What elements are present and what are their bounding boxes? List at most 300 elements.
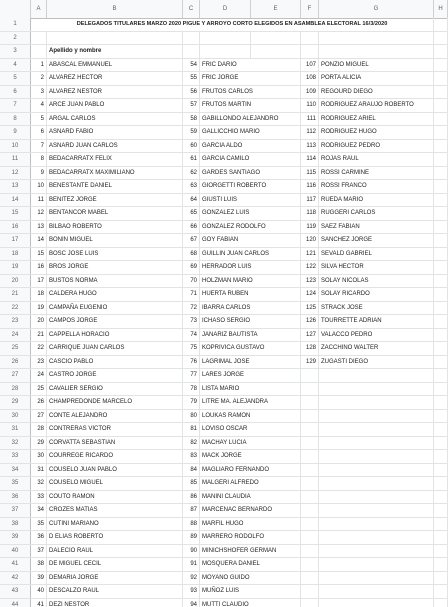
cell-index[interactable]: 11: [31, 194, 47, 207]
cell[interactable]: [434, 99, 448, 112]
cell-name[interactable]: ABASCAL EMMANUEL: [47, 59, 183, 72]
cell-name[interactable]: MARRERO RODOLFO: [202, 534, 265, 540]
cell[interactable]: [251, 356, 301, 369]
cell-name[interactable]: CAPPELLA HORACIO: [47, 329, 183, 342]
cell-index[interactable]: [301, 369, 319, 382]
cell-index[interactable]: [301, 410, 319, 423]
cell-index[interactable]: 119: [301, 221, 319, 234]
cell-name[interactable]: FRUTOS MARTIN: [202, 102, 252, 108]
row-number[interactable]: 4: [0, 59, 31, 72]
cell-index[interactable]: 110: [301, 99, 319, 112]
cell-name[interactable]: ZUGASTI DIEGO: [319, 356, 434, 369]
cell-index[interactable]: [301, 531, 319, 544]
cell-name[interactable]: ASNARD JUAN CARLOS: [47, 140, 183, 153]
cell-name[interactable]: COUTO RAMON: [47, 491, 183, 504]
cell-name[interactable]: CONTRERAS VICTOR: [47, 423, 183, 436]
cell-index[interactable]: 27: [31, 410, 47, 423]
cell[interactable]: [434, 396, 448, 409]
cell-name[interactable]: LOVISO OSCAR: [202, 426, 248, 432]
cell-name[interactable]: BOSC JOSE LUIS: [47, 248, 183, 261]
cell-name[interactable]: CASCIO PABLO: [47, 356, 183, 369]
cell-index[interactable]: 118: [301, 207, 319, 220]
cell[interactable]: [251, 599, 301, 607]
cell-name[interactable]: [319, 383, 434, 396]
row-number[interactable]: 3: [0, 45, 31, 58]
cell-index[interactable]: 123: [301, 275, 319, 288]
cell-index[interactable]: 57: [183, 99, 200, 112]
cell-index[interactable]: 23: [31, 356, 47, 369]
cell-index[interactable]: [301, 585, 319, 598]
cell-name[interactable]: GARDES SANTIAGO: [202, 169, 261, 176]
row-number[interactable]: 35: [0, 477, 31, 490]
column-header[interactable]: F: [301, 0, 319, 18]
cell-index[interactable]: 6: [31, 126, 47, 139]
row-number[interactable]: 24: [0, 329, 31, 342]
cell-index[interactable]: [183, 32, 200, 45]
cell-index[interactable]: 74: [183, 329, 200, 342]
cell-name[interactable]: LISTA MARIO: [202, 385, 240, 392]
cell[interactable]: [251, 342, 301, 355]
cell[interactable]: [434, 221, 448, 234]
cell[interactable]: [251, 558, 301, 571]
cell[interactable]: [434, 126, 448, 139]
cell-name[interactable]: CAVALIER SERGIO: [47, 383, 183, 396]
row-number[interactable]: 18: [0, 248, 31, 261]
row-number[interactable]: 14: [0, 194, 31, 207]
row-number[interactable]: 26: [0, 356, 31, 369]
cell[interactable]: [251, 302, 301, 315]
cell-name[interactable]: GONZALEZ LUIS: [202, 210, 250, 216]
cell-index[interactable]: 38: [31, 558, 47, 571]
cell-index[interactable]: [301, 599, 319, 607]
cell-name[interactable]: RODRIGUEZ HUGO: [319, 126, 434, 139]
cell-index[interactable]: 92: [183, 572, 200, 585]
cell-index[interactable]: [301, 45, 319, 58]
cell[interactable]: [251, 234, 301, 247]
cell-name[interactable]: DE MIGUEL CECIL: [47, 558, 183, 571]
cell-name[interactable]: ALVAREZ NESTOR: [47, 86, 183, 99]
row-number[interactable]: 41: [0, 558, 31, 571]
row-number[interactable]: 32: [0, 437, 31, 450]
cell-index[interactable]: 90: [183, 545, 200, 558]
cell[interactable]: [251, 221, 301, 234]
cell[interactable]: [251, 275, 301, 288]
cell-name[interactable]: SILVA HECTOR: [319, 261, 434, 274]
cell-index[interactable]: 58: [183, 113, 200, 126]
cell-name[interactable]: ARCE JUAN PABLO: [47, 99, 183, 112]
cell-name[interactable]: ROSSI FRANCO: [319, 180, 434, 193]
row-number[interactable]: 13: [0, 180, 31, 193]
cell[interactable]: [251, 518, 301, 531]
cell-name[interactable]: SOLAY NICOLAS: [319, 275, 434, 288]
cell-name[interactable]: CAMPAÑA EUGENIO: [47, 302, 183, 315]
cell-name[interactable]: GALLICCHIO MARIO: [202, 129, 260, 135]
cell-index[interactable]: 73: [183, 315, 200, 328]
cell-name[interactable]: [319, 504, 434, 517]
cell-name[interactable]: REGOURD DIEGO: [319, 86, 434, 99]
cell-index[interactable]: 62: [183, 167, 200, 180]
cell[interactable]: [434, 315, 448, 328]
cell-index[interactable]: 129: [301, 356, 319, 369]
select-all-corner[interactable]: [0, 0, 31, 18]
cell-index[interactable]: [301, 383, 319, 396]
cell-index[interactable]: 120: [301, 234, 319, 247]
cell-index[interactable]: [301, 32, 319, 45]
cell[interactable]: [434, 558, 448, 571]
cell-index[interactable]: 75: [183, 342, 200, 355]
cell[interactable]: [434, 572, 448, 585]
cell[interactable]: [434, 491, 448, 504]
cell-name[interactable]: GUILLIN JUAN CARLOS: [202, 250, 270, 257]
cell-name[interactable]: HERRADOR LUIS: [202, 264, 252, 270]
cell-index[interactable]: 82: [183, 437, 200, 450]
cell-name[interactable]: GIORGETTI ROBERTO: [202, 183, 267, 189]
cell-name[interactable]: [319, 558, 434, 571]
cell-index[interactable]: 14: [31, 234, 47, 247]
cell-name[interactable]: CASTRO JORGE: [47, 369, 183, 382]
cell-index[interactable]: 116: [301, 180, 319, 193]
column-header[interactable]: A: [31, 0, 47, 18]
row-number[interactable]: 7: [0, 99, 31, 112]
cell-index[interactable]: 59: [183, 126, 200, 139]
cell-index[interactable]: 64: [183, 194, 200, 207]
cell-name[interactable]: CROZES MATIAS: [47, 504, 183, 517]
cell-index[interactable]: 2: [31, 72, 47, 85]
cell-name[interactable]: DEZI NESTOR: [47, 599, 183, 607]
cell-index[interactable]: [301, 558, 319, 571]
cell-name[interactable]: SEVALD GABRIEL: [319, 248, 434, 261]
cell-index[interactable]: 112: [301, 126, 319, 139]
cell[interactable]: [434, 464, 448, 477]
cell[interactable]: [434, 18, 448, 31]
column-header[interactable]: H: [434, 0, 448, 18]
row-number[interactable]: 8: [0, 113, 31, 126]
row-number[interactable]: 43: [0, 585, 31, 598]
cell-name[interactable]: [200, 32, 251, 45]
cell-name[interactable]: IBARRA CARLOS: [202, 304, 251, 311]
cell[interactable]: [434, 86, 448, 99]
cell[interactable]: [251, 531, 301, 544]
cell[interactable]: [434, 329, 448, 342]
cell[interactable]: [251, 126, 301, 139]
row-number[interactable]: 21: [0, 288, 31, 301]
cell-name[interactable]: FRIC JORGE: [202, 75, 239, 81]
cell-name[interactable]: CALDERA HUGO: [47, 288, 183, 301]
cell-name[interactable]: GARCIA ALDO: [202, 142, 243, 149]
column-header[interactable]: E: [251, 0, 301, 18]
cell[interactable]: [434, 72, 448, 85]
cell-name[interactable]: [319, 585, 434, 598]
cell-index[interactable]: 117: [301, 194, 319, 207]
cell-name[interactable]: COUSELO JUAN PABLO: [47, 464, 183, 477]
cell-name[interactable]: MINICHSHOFER GERMAN: [202, 547, 277, 554]
row-number[interactable]: 36: [0, 491, 31, 504]
cell-index[interactable]: 114: [301, 153, 319, 166]
column-header[interactable]: D: [200, 0, 251, 18]
cell-index[interactable]: 40: [31, 585, 47, 598]
row-number[interactable]: 23: [0, 315, 31, 328]
cell-index[interactable]: 36: [31, 531, 47, 544]
cell-index[interactable]: 54: [183, 59, 200, 72]
cell-name[interactable]: FRIC DARIO: [202, 61, 237, 68]
cell-index[interactable]: 121: [301, 248, 319, 261]
cell-name[interactable]: RUGGERI CARLOS: [319, 207, 434, 220]
cell-name[interactable]: CONTE ALEJANDRO: [47, 410, 183, 423]
cell-name[interactable]: MUÑOZ LUIS: [202, 588, 240, 594]
cell-name[interactable]: MARCENAC BERNARDO: [202, 507, 273, 513]
cell-name[interactable]: SANCHEZ JORGE: [319, 234, 434, 247]
cell-index[interactable]: 37: [31, 545, 47, 558]
row-number[interactable]: 19: [0, 261, 31, 274]
cell-index[interactable]: 4: [31, 99, 47, 112]
row-number[interactable]: 44: [0, 599, 31, 607]
cell[interactable]: [434, 383, 448, 396]
cell-index[interactable]: 72: [183, 302, 200, 315]
cell-name[interactable]: MOYANO GUIDO: [202, 574, 250, 581]
cell-index[interactable]: 32: [31, 477, 47, 490]
row-number[interactable]: 9: [0, 126, 31, 139]
cell-name[interactable]: RUEDA MARIO: [319, 194, 434, 207]
cell[interactable]: [434, 410, 448, 423]
cell-index[interactable]: 94: [183, 599, 200, 607]
cell-index[interactable]: 113: [301, 140, 319, 153]
row-number[interactable]: 1: [0, 18, 31, 31]
cell-name[interactable]: [319, 410, 434, 423]
cell[interactable]: [434, 32, 448, 45]
cell[interactable]: [434, 477, 448, 490]
column-header[interactable]: C: [183, 0, 200, 18]
cell-index[interactable]: [301, 396, 319, 409]
row-number[interactable]: 34: [0, 464, 31, 477]
cell[interactable]: [434, 504, 448, 517]
cell-index[interactable]: 68: [183, 248, 200, 261]
cell-name[interactable]: MOSQUERA DANIEL: [202, 561, 261, 567]
cell-name[interactable]: DALECIO RAUL: [47, 545, 183, 558]
cell-name[interactable]: BILBAO ROBERTO: [47, 221, 183, 234]
cell[interactable]: [251, 288, 301, 301]
cell-name[interactable]: MALGERI ALFREDO: [202, 480, 259, 486]
cell-name[interactable]: LAGRIMAL JOSE: [202, 358, 250, 365]
cell-index[interactable]: [31, 32, 47, 45]
cell-index[interactable]: 122: [301, 261, 319, 274]
cell-name[interactable]: SOLAY RICARDO: [319, 288, 434, 301]
cell-name[interactable]: GARCIA CAMILO: [202, 156, 250, 162]
cell[interactable]: [434, 194, 448, 207]
cell-name[interactable]: ROJAS RAUL: [319, 153, 434, 166]
cell-index[interactable]: 77: [183, 369, 200, 382]
cell[interactable]: [434, 248, 448, 261]
cell-index[interactable]: 19: [31, 302, 47, 315]
cell-index[interactable]: 3: [31, 86, 47, 99]
cell-index[interactable]: 13: [31, 221, 47, 234]
cell-name[interactable]: CORVATTA SEBASTIAN: [47, 437, 183, 450]
cell-name[interactable]: RODRIGUEZ ARIEL: [319, 113, 434, 126]
cell-name[interactable]: [319, 396, 434, 409]
cell[interactable]: [251, 572, 301, 585]
cell-index[interactable]: 71: [183, 288, 200, 301]
cell-index[interactable]: 10: [31, 180, 47, 193]
cell[interactable]: [251, 86, 301, 99]
cell-index[interactable]: 78: [183, 383, 200, 396]
column-header[interactable]: B: [47, 0, 183, 18]
cell[interactable]: [251, 545, 301, 558]
cell-index[interactable]: 88: [183, 518, 200, 531]
cell[interactable]: [251, 194, 301, 207]
cell-name[interactable]: BEDACARRATX FELIX: [47, 153, 183, 166]
cell[interactable]: [251, 491, 301, 504]
cell-name[interactable]: [319, 464, 434, 477]
cell-index[interactable]: 63: [183, 180, 200, 193]
cell[interactable]: [434, 153, 448, 166]
row-number[interactable]: 20: [0, 275, 31, 288]
cell-index[interactable]: 108: [301, 72, 319, 85]
row-number[interactable]: 6: [0, 86, 31, 99]
cell-name[interactable]: [319, 477, 434, 490]
cell-name[interactable]: TOURRETTE ADRIAN: [319, 315, 434, 328]
cell[interactable]: [434, 302, 448, 315]
cell-index[interactable]: 34: [31, 504, 47, 517]
cell[interactable]: [251, 59, 301, 72]
cell-index[interactable]: 128: [301, 342, 319, 355]
cell-index[interactable]: 67: [183, 234, 200, 247]
cell-index[interactable]: 83: [183, 450, 200, 463]
cell[interactable]: [251, 437, 301, 450]
cell-index[interactable]: 9: [31, 167, 47, 180]
cell-index[interactable]: 25: [31, 383, 47, 396]
cell[interactable]: [434, 113, 448, 126]
cell[interactable]: [434, 140, 448, 153]
row-number[interactable]: 17: [0, 234, 31, 247]
cell[interactable]: [434, 234, 448, 247]
cell-name[interactable]: STRACK JOSE: [319, 302, 434, 315]
row-number[interactable]: 33: [0, 450, 31, 463]
cell[interactable]: [434, 599, 448, 607]
cell-index[interactable]: 29: [31, 437, 47, 450]
cell-index[interactable]: [301, 477, 319, 490]
cell-name[interactable]: MARFIL HUGO: [202, 520, 244, 527]
cell[interactable]: [251, 477, 301, 490]
cell-name[interactable]: BEDACARRATX MAXIMILIANO: [47, 167, 183, 180]
cell[interactable]: [434, 288, 448, 301]
cell-index[interactable]: 8: [31, 153, 47, 166]
row-number[interactable]: 38: [0, 518, 31, 531]
cell-index[interactable]: 80: [183, 410, 200, 423]
cell-index[interactable]: 17: [31, 275, 47, 288]
cell-name[interactable]: RODRIGUEZ ARAUJO ROBERTO: [319, 99, 434, 112]
cell-index[interactable]: 111: [301, 113, 319, 126]
cell-name[interactable]: JANARIZ BAUTISTA: [202, 331, 258, 338]
cell[interactable]: [251, 207, 301, 220]
cell-name[interactable]: ARGAL CARLOS: [47, 113, 183, 126]
cell-name[interactable]: [319, 491, 434, 504]
cell-index[interactable]: 20: [31, 315, 47, 328]
cell-index[interactable]: 91: [183, 558, 200, 571]
cell-name[interactable]: COUSELO MIGUEL: [47, 477, 183, 490]
row-number[interactable]: 12: [0, 167, 31, 180]
cell[interactable]: [251, 32, 301, 45]
cell-name[interactable]: ICHASO SERGIO: [202, 318, 251, 324]
cell-name[interactable]: CAMPOS JORGE: [47, 315, 183, 328]
cell[interactable]: [434, 531, 448, 544]
cell-index[interactable]: 15: [31, 248, 47, 261]
cell-name[interactable]: MUTTI CLAUDIO: [202, 601, 249, 607]
cell-index[interactable]: 26: [31, 396, 47, 409]
cell[interactable]: [434, 275, 448, 288]
cell-name[interactable]: BROS JORGE: [47, 261, 183, 274]
cell-name[interactable]: ZACCHINO WALTER: [319, 342, 434, 355]
cell-index[interactable]: 126: [301, 315, 319, 328]
cell-index[interactable]: 86: [183, 491, 200, 504]
cell[interactable]: [434, 167, 448, 180]
cell-name[interactable]: LITRE MA. ALEJANDRA: [202, 399, 269, 405]
cell[interactable]: [434, 356, 448, 369]
cell-name[interactable]: PONZIO MIGUEL: [319, 59, 434, 72]
cell-index[interactable]: 109: [301, 86, 319, 99]
cell[interactable]: [434, 518, 448, 531]
row-number[interactable]: 25: [0, 342, 31, 355]
cell[interactable]: [251, 585, 301, 598]
cell[interactable]: [251, 99, 301, 112]
row-number[interactable]: 22: [0, 302, 31, 315]
cell-index[interactable]: 76: [183, 356, 200, 369]
cell[interactable]: [251, 410, 301, 423]
row-number[interactable]: 11: [0, 153, 31, 166]
row-number[interactable]: 15: [0, 207, 31, 220]
cell-name[interactable]: ASNARD FABIO: [47, 126, 183, 139]
cell-name[interactable]: BENTANCOR MABEL: [47, 207, 183, 220]
cell[interactable]: [251, 261, 301, 274]
cell[interactable]: [251, 113, 301, 126]
cell-index[interactable]: 69: [183, 261, 200, 274]
cell-name[interactable]: [47, 32, 183, 45]
cell-index[interactable]: 66: [183, 221, 200, 234]
cell-index[interactable]: [301, 423, 319, 436]
cell-index[interactable]: 125: [301, 302, 319, 315]
cell-index[interactable]: [301, 491, 319, 504]
cell-name[interactable]: CARRIQUE JUAN CARLOS: [47, 342, 183, 355]
cell[interactable]: [251, 153, 301, 166]
cell-index[interactable]: 5: [31, 113, 47, 126]
cell[interactable]: [251, 383, 301, 396]
cell-name[interactable]: [319, 572, 434, 585]
cell-index[interactable]: 28: [31, 423, 47, 436]
cell-name[interactable]: [319, 599, 434, 607]
cell-name[interactable]: BENITEZ JORGE: [47, 194, 183, 207]
cell-name[interactable]: CHAMPREDONDE MARCELO: [47, 396, 183, 409]
cell-name[interactable]: GIUSTI LUIS: [202, 196, 238, 203]
cell-name[interactable]: MAGLIARO FERNANDO: [202, 466, 270, 473]
cell[interactable]: [251, 423, 301, 436]
cell-index[interactable]: 61: [183, 153, 200, 166]
row-number[interactable]: 28: [0, 383, 31, 396]
cell-name[interactable]: [319, 45, 434, 58]
cell-name[interactable]: LARES JORGE: [202, 372, 245, 378]
cell-index[interactable]: 70: [183, 275, 200, 288]
cell-name[interactable]: VALACCO PEDRO: [319, 329, 434, 342]
cell-index[interactable]: 87: [183, 504, 200, 517]
cell-name[interactable]: GABILLONDO ALEJANDRO: [202, 115, 279, 122]
cell[interactable]: [251, 45, 301, 58]
cell[interactable]: [251, 167, 301, 180]
cell[interactable]: [434, 45, 448, 58]
row-number[interactable]: 30: [0, 410, 31, 423]
cell-index[interactable]: 22: [31, 342, 47, 355]
cell[interactable]: [251, 369, 301, 382]
cell-index[interactable]: 30: [31, 450, 47, 463]
cell-index[interactable]: [183, 45, 200, 58]
row-number[interactable]: 42: [0, 572, 31, 585]
cell-name[interactable]: BUSTOS NORMA: [47, 275, 183, 288]
